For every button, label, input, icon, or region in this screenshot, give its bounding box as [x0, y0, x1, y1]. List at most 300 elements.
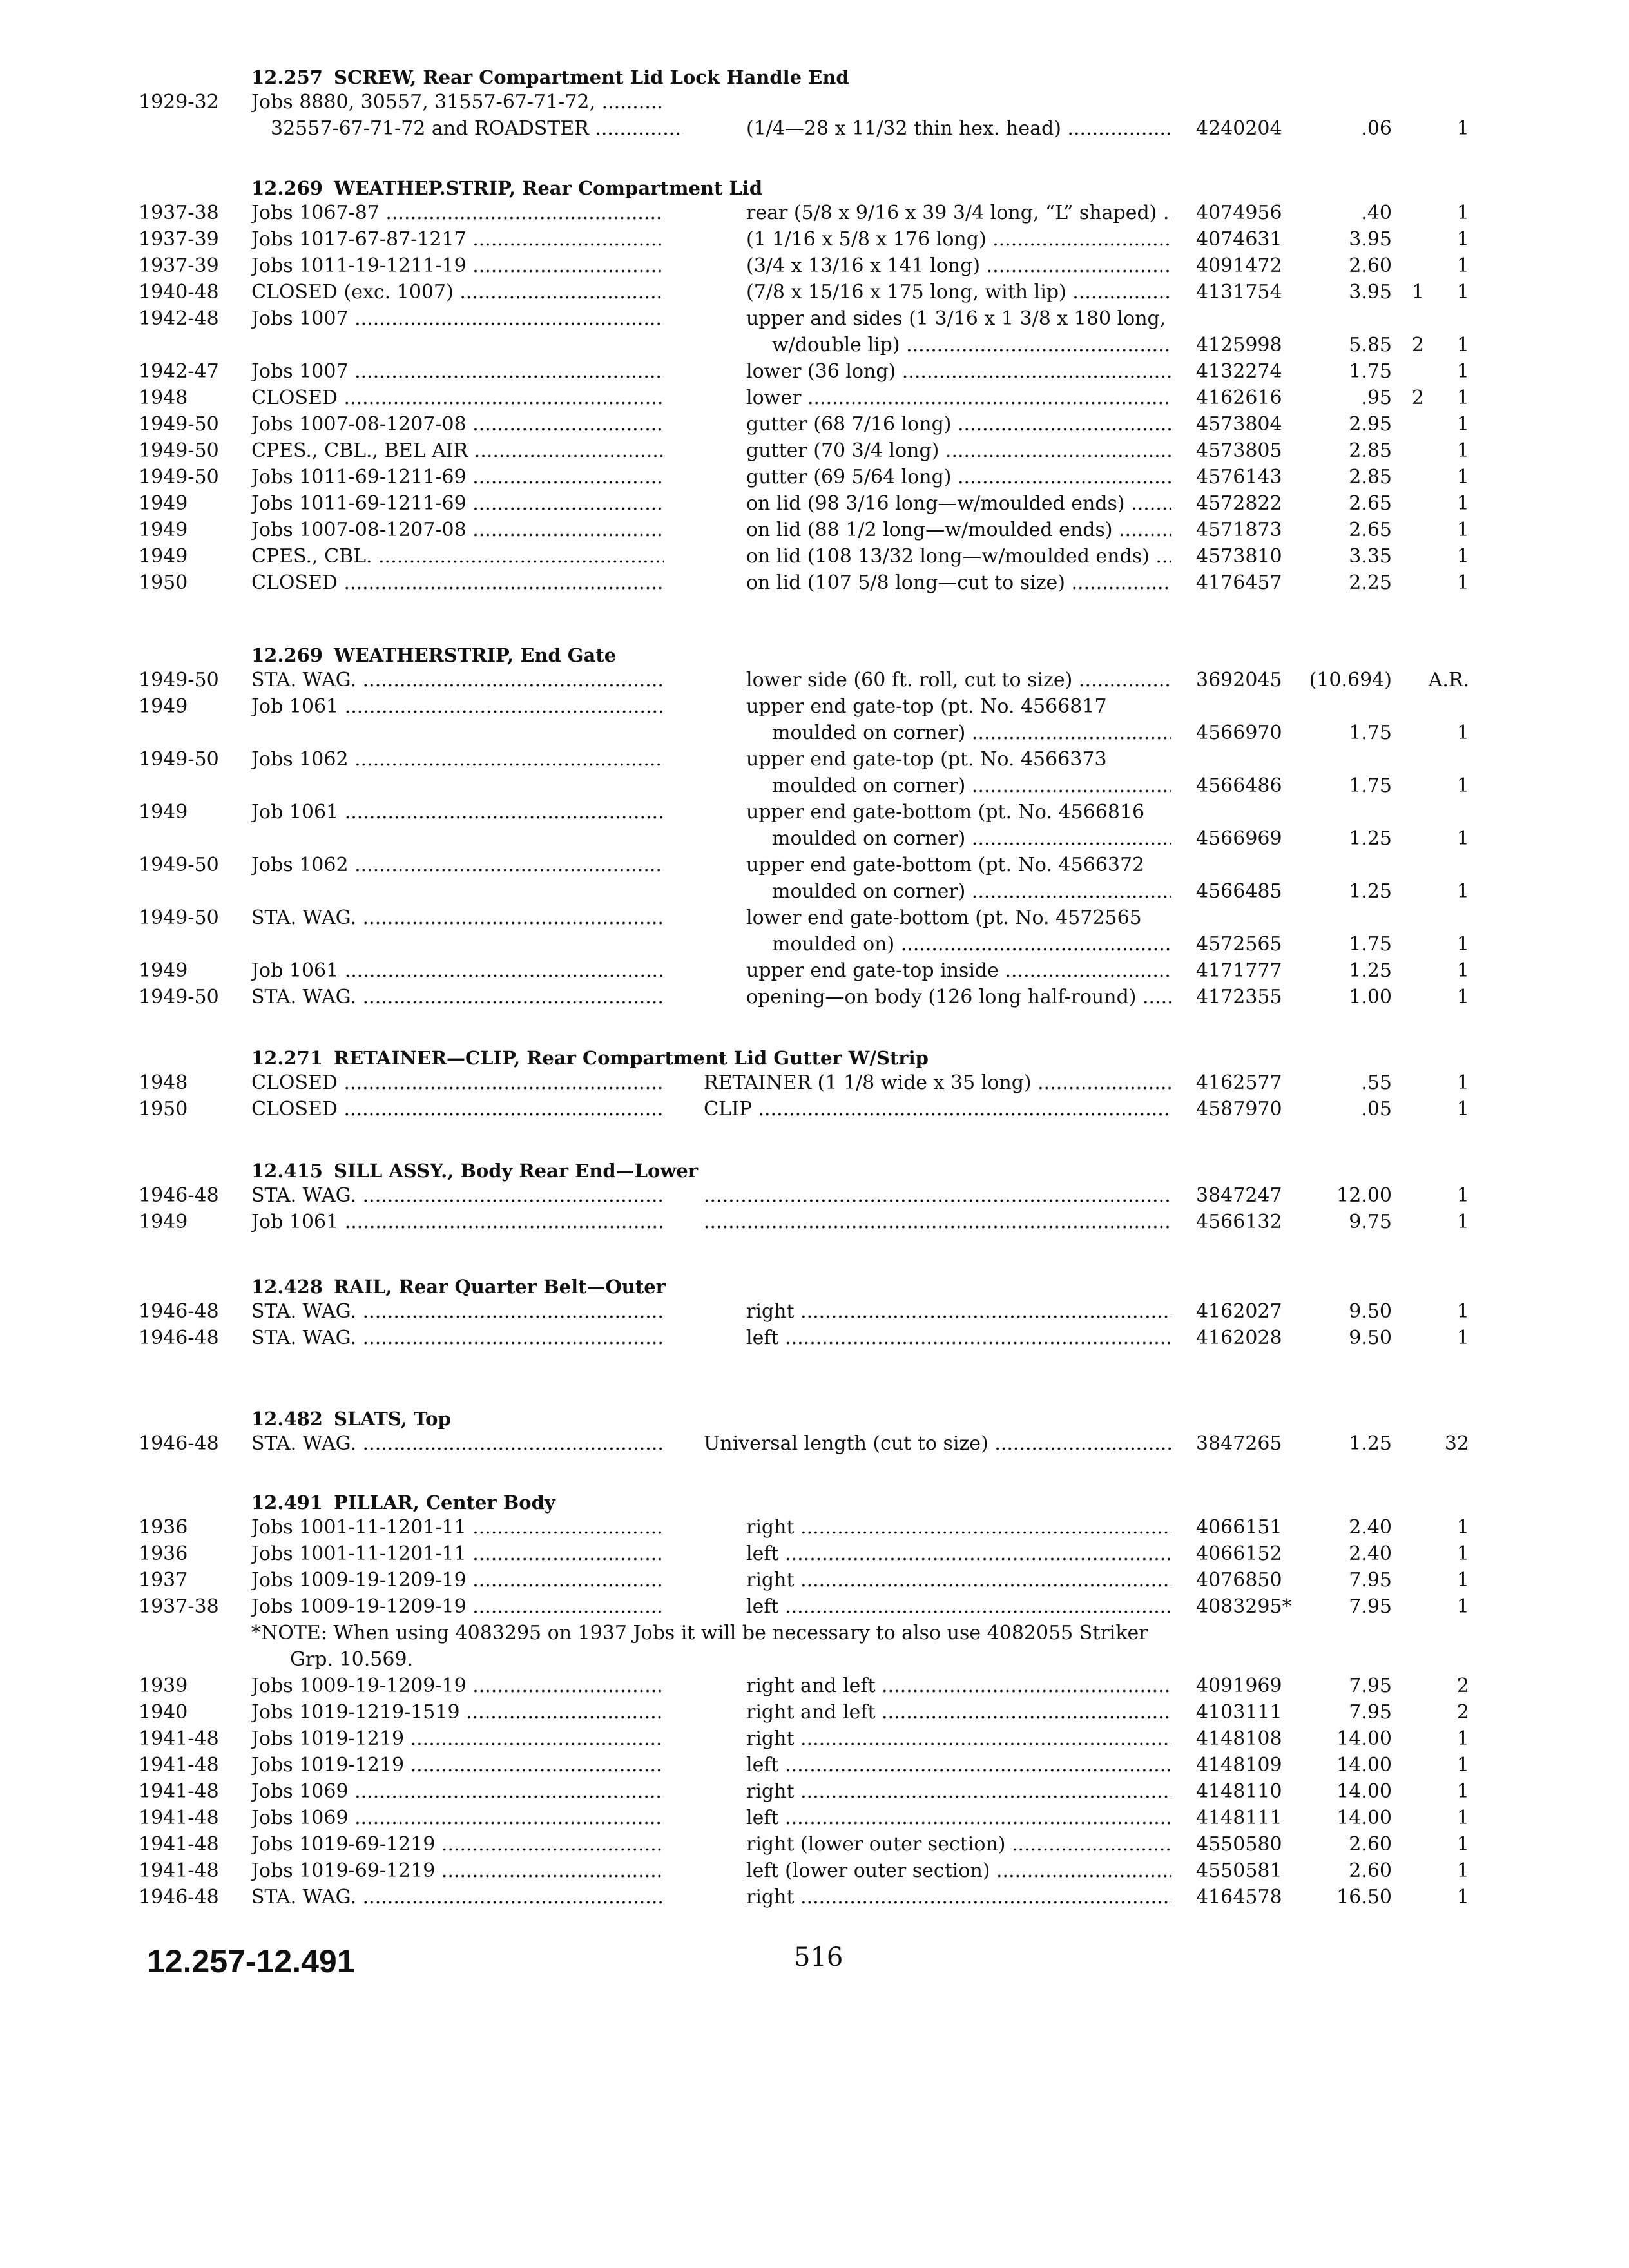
model-cell: STA. WAG. .....: [251, 1430, 664, 1457]
quantity-cell: 1: [1456, 1184, 1469, 1207]
year-cell: 1949-50: [139, 413, 219, 436]
section-number: 12.491: [251, 1492, 323, 1514]
price-cell: 1.25: [1349, 1432, 1392, 1455]
model-cell: CPES., CBL., BEL AIR .....: [251, 437, 664, 464]
section-header: [251, 174, 762, 202]
model-cell: Jobs 8880, 30557, 31557-67-71-72, .....: [251, 89, 664, 115]
part-number-cell: 4573804: [1196, 413, 1282, 436]
year-cell: 1937: [139, 1569, 188, 1591]
price-cell: 14.00: [1336, 1727, 1392, 1750]
description-cell: left (lower outer section) .....: [746, 1858, 1171, 1884]
part-number-cell: 4074956: [1196, 202, 1282, 224]
quantity-cell: 1: [1456, 1300, 1469, 1323]
description-cell: gutter (68 7/16 long) .....: [746, 411, 1171, 437]
price-cell: 1.75: [1349, 360, 1392, 383]
part-number-cell: 4162028: [1196, 1327, 1282, 1349]
price-cell: .06: [1361, 117, 1392, 140]
table-row: [0, 1430, 1629, 1457]
table-row: [0, 667, 1629, 693]
part-number-cell: 4125998: [1196, 334, 1282, 356]
quantity-cell: 1: [1456, 1569, 1469, 1591]
table-row: [0, 1298, 1629, 1325]
year-cell: 1941-48: [139, 1754, 219, 1776]
table-row: [0, 1070, 1629, 1096]
model-cell: Jobs 1007 .....: [251, 358, 664, 385]
section-number: 12.271: [251, 1047, 323, 1069]
price-cell: 2.65: [1349, 519, 1392, 541]
quantity-cell: 1: [1456, 360, 1469, 383]
section-title: WEATHEP.STRIP, Rear Compartment Lid: [334, 177, 763, 199]
quantity-cell: 2: [1456, 1701, 1469, 1724]
table-row: [0, 984, 1629, 1010]
quantity-cell: 1: [1456, 1780, 1469, 1803]
section-number: 12.482: [251, 1408, 323, 1430]
price-cell: 1.75: [1349, 774, 1392, 797]
model-cell: Jobs 1019-1219 .....: [251, 1725, 664, 1752]
description-cell: (1 1/16 x 5/8 x 176 long) .....: [746, 226, 1171, 253]
year-cell: 1949-50: [139, 986, 219, 1008]
quantity-cell: 1: [1456, 117, 1469, 140]
part-number-cell: 4162577: [1196, 1072, 1282, 1094]
description-cell: opening—on body (126 long half-round) .....: [746, 984, 1171, 1010]
table-row: [0, 570, 1629, 596]
year-cell: 1946-48: [139, 1300, 219, 1323]
quantity-cell: 1: [1456, 281, 1469, 303]
part-number-cell: 4576143: [1196, 466, 1282, 488]
description-cell: moulded on corner) .....: [772, 825, 1171, 852]
table-row: [0, 1567, 1629, 1593]
description-cell: left .....: [746, 1805, 1171, 1831]
year-cell: 1949: [139, 545, 188, 568]
price-cell: .55: [1361, 1072, 1392, 1094]
price-cell: 7.95: [1349, 1701, 1392, 1724]
table-row: [0, 905, 1629, 931]
year-cell: 1941-48: [139, 1807, 219, 1829]
model-cell: Jobs 1011-69-1211-69 .....: [251, 490, 664, 517]
table-row: [0, 1646, 1629, 1673]
table-row: [0, 825, 1629, 852]
table-row: [0, 332, 1629, 358]
model-cell: STA. WAG. .....: [251, 984, 664, 1010]
table-row: [0, 279, 1629, 305]
price-cell: 3.35: [1349, 545, 1392, 568]
year-cell: 1946-48: [139, 1886, 219, 1908]
year-cell: 1949-50: [139, 669, 219, 691]
model-cell: Job 1061 .....: [251, 957, 664, 984]
table-row: [0, 1858, 1629, 1884]
model-cell: Jobs 1011-19-1211-19 .....: [251, 253, 664, 279]
year-cell: 1936: [139, 1542, 188, 1565]
table-row: [0, 411, 1629, 437]
price-cell: .95: [1361, 387, 1392, 409]
year-cell: 1941-48: [139, 1833, 219, 1856]
model-cell: Jobs 1019-1219 .....: [251, 1752, 664, 1778]
model-cell: Job 1061 .....: [251, 693, 664, 720]
description-cell: right .....: [746, 1514, 1171, 1541]
description-cell: right .....: [746, 1567, 1171, 1593]
year-cell: 1941-48: [139, 1727, 219, 1750]
part-number-cell: 4573805: [1196, 439, 1282, 462]
year-cell: 1940-48: [139, 281, 219, 303]
quantity-cell: 1: [1456, 722, 1469, 744]
part-number-cell: 4162027: [1196, 1300, 1282, 1323]
price-cell: 9.50: [1349, 1327, 1392, 1349]
section-header: [251, 1044, 929, 1072]
table-row: [0, 1096, 1629, 1122]
model-cell: STA. WAG. .....: [251, 1182, 664, 1209]
description-cell: left .....: [746, 1593, 1171, 1620]
year-cell: 1937-38: [139, 1595, 219, 1618]
price-cell: 2.65: [1349, 492, 1392, 515]
part-number-cell: 4572565: [1196, 933, 1282, 956]
table-row: [0, 1514, 1629, 1541]
quantity-cell: 1: [1456, 1833, 1469, 1856]
section-title: PILLAR, Center Body: [334, 1492, 555, 1514]
model-cell: STA. WAG. .....: [251, 1298, 664, 1325]
price-cell: 1.75: [1349, 933, 1392, 956]
price-cell: 1.25: [1349, 880, 1392, 903]
quantity-cell: 1: [1456, 387, 1469, 409]
table-row: [0, 358, 1629, 385]
section-number: 12.428: [251, 1276, 323, 1298]
description-cell: on lid (107 5/8 long—cut to size) .....: [746, 570, 1171, 596]
part-number-cell: 4172355: [1196, 986, 1282, 1008]
quantity-cell: 1: [1456, 466, 1469, 488]
year-cell: 1949-50: [139, 466, 219, 488]
year-cell: 1948: [139, 1072, 188, 1094]
model-cell: STA. WAG. .....: [251, 667, 664, 693]
table-row: [0, 1325, 1629, 1351]
model-cell: STA. WAG. .....: [251, 1884, 664, 1910]
model-cell: CLOSED .....: [251, 1070, 664, 1096]
description-cell: left .....: [746, 1752, 1171, 1778]
price-cell: 1.25: [1349, 827, 1392, 850]
model-cell: CPES., CBL. .....: [251, 543, 664, 570]
quantity-cell: 1: [1456, 1072, 1469, 1094]
table-row: [0, 305, 1629, 332]
table-row: [0, 1673, 1629, 1699]
year-cell: 1940: [139, 1701, 188, 1724]
year-cell: 1949-50: [139, 748, 219, 771]
price-cell: 2.40: [1349, 1516, 1392, 1539]
group-cell: 1: [1411, 281, 1424, 303]
section-title: SLATS, Top: [334, 1408, 451, 1430]
part-number-cell: 4566970: [1196, 722, 1282, 744]
footnote-text: *NOTE: When using 4083295 on 1937 Jobs it will be necessary to also use 4082055 Striker: [251, 1622, 1148, 1644]
model-cell: Jobs 1009-19-1209-19 .....: [251, 1567, 664, 1593]
section-header: [251, 1273, 666, 1301]
price-cell: 7.95: [1349, 1595, 1392, 1618]
price-cell: 2.60: [1349, 255, 1392, 277]
description-cell: right (lower outer section) .....: [746, 1831, 1171, 1858]
quantity-cell: 1: [1456, 413, 1469, 436]
model-cell: STA. WAG. .....: [251, 905, 664, 931]
description-cell: lower side (60 ft. roll, cut to size) .....: [746, 667, 1171, 693]
model-cell: Jobs 1011-69-1211-69 .....: [251, 464, 664, 490]
part-number-cell: 4066151: [1196, 1516, 1282, 1539]
part-number-cell: 4148110: [1196, 1780, 1282, 1803]
description-cell: (7/8 x 15/16 x 175 long, with lip) .....: [746, 279, 1171, 305]
section-title: WEATHERSTRIP, End Gate: [334, 644, 617, 666]
quantity-cell: 1: [1456, 439, 1469, 462]
price-cell: 9.50: [1349, 1300, 1392, 1323]
section-number: 12.269: [251, 177, 323, 199]
description-cell: [704, 1182, 1171, 1209]
model-cell: Jobs 1019-1219-1519 .....: [251, 1699, 664, 1725]
description-cell: lower .....: [746, 385, 1171, 411]
part-number-cell: 4091969: [1196, 1675, 1282, 1697]
section-header: [251, 1405, 451, 1433]
price-cell: 12.00: [1336, 1184, 1392, 1207]
year-cell: 1939: [139, 1675, 188, 1697]
table-row: [0, 720, 1629, 746]
price-cell: 2.60: [1349, 1860, 1392, 1882]
part-number-cell: 4091472: [1196, 255, 1282, 277]
quantity-cell: 32: [1444, 1432, 1469, 1455]
year-cell: 1949: [139, 695, 188, 718]
quantity-cell: 1: [1456, 1595, 1469, 1618]
table-row: [0, 543, 1629, 570]
year-cell: 1948: [139, 387, 188, 409]
quantity-cell: 1: [1456, 1098, 1469, 1120]
table-row: [0, 226, 1629, 253]
description-cell: upper end gate-top inside .....: [746, 957, 1171, 984]
price-cell: 2.60: [1349, 1833, 1392, 1856]
section-header: [251, 1488, 555, 1517]
part-number-cell: 4066152: [1196, 1542, 1282, 1565]
quantity-cell: 1: [1456, 492, 1469, 515]
table-row: [0, 1620, 1629, 1646]
description-cell: lower end gate-bottom (pt. No. 4572565: [746, 907, 1142, 929]
year-cell: 1942-48: [139, 307, 219, 330]
part-number-cell: 4572822: [1196, 492, 1282, 515]
table-row: [0, 200, 1629, 226]
part-number-cell: 4148109: [1196, 1754, 1282, 1776]
model-cell: Jobs 1007-08-1207-08 .....: [251, 411, 664, 437]
model-cell: Jobs 1067-87 .....: [251, 200, 664, 226]
description-cell: (3/4 x 13/16 x 141 long) .....: [746, 253, 1171, 279]
table-row: [0, 1884, 1629, 1910]
table-row: [0, 799, 1629, 825]
model-cell: Jobs 1069 .....: [251, 1778, 664, 1805]
model-cell: Jobs 1062 .....: [251, 746, 664, 773]
section-title: RAIL, Rear Quarter Belt—Outer: [334, 1276, 666, 1298]
price-cell: 14.00: [1336, 1754, 1392, 1776]
quantity-cell: 1: [1456, 255, 1469, 277]
price-cell: 2.85: [1349, 439, 1392, 462]
table-row: [0, 1752, 1629, 1778]
price-cell: .40: [1361, 202, 1392, 224]
table-row: [0, 1209, 1629, 1235]
section-number: 12.269: [251, 644, 323, 666]
table-row: [0, 89, 1629, 115]
model-cell: CLOSED .....: [251, 570, 664, 596]
group-cell: 2: [1411, 334, 1424, 356]
part-number-cell: 4566969: [1196, 827, 1282, 850]
part-number-cell: 3847247: [1196, 1184, 1282, 1207]
year-cell: 1949: [139, 492, 188, 515]
quantity-cell: 1: [1456, 827, 1469, 850]
year-cell: 1949-50: [139, 439, 219, 462]
description-cell: on lid (108 13/32 long—w/moulded ends) .....: [746, 543, 1171, 570]
description-cell: RETAINER (1 1/8 wide x 35 long) .....: [704, 1070, 1171, 1096]
description-cell: moulded on corner) .....: [772, 878, 1171, 905]
quantity-cell: 1: [1456, 1886, 1469, 1908]
table-row: [0, 1541, 1629, 1567]
part-number-cell: 4240204: [1196, 117, 1282, 140]
description-cell: left .....: [746, 1325, 1171, 1351]
quantity-cell: 1: [1456, 933, 1469, 956]
price-cell: 7.95: [1349, 1675, 1392, 1697]
table-row: [0, 852, 1629, 878]
year-cell: 1942-47: [139, 360, 219, 383]
part-number-cell: 4566132: [1196, 1211, 1282, 1233]
description-cell: right .....: [746, 1884, 1171, 1910]
description-cell: CLIP .....: [704, 1096, 1171, 1122]
page-number: 516: [794, 1943, 843, 1972]
price-cell: 9.75: [1349, 1211, 1392, 1233]
section-header: [251, 63, 849, 91]
quantity-cell: 1: [1456, 986, 1469, 1008]
part-number-cell: 4550581: [1196, 1860, 1282, 1882]
quantity-cell: 1: [1456, 880, 1469, 903]
section-header: [251, 641, 616, 669]
table-row: [0, 693, 1629, 720]
price-cell: (10.694): [1309, 669, 1392, 691]
table-row: [0, 746, 1629, 773]
year-cell: 1937-38: [139, 202, 219, 224]
year-cell: 1941-48: [139, 1860, 219, 1882]
year-cell: 1949: [139, 519, 188, 541]
year-cell: 1937-39: [139, 228, 219, 251]
price-cell: 1.00: [1349, 986, 1392, 1008]
description-cell: moulded on corner) .....: [772, 773, 1171, 799]
model-cell: STA. WAG. .....: [251, 1325, 664, 1351]
quantity-cell: 1: [1456, 1542, 1469, 1565]
part-number-cell: 4076850: [1196, 1569, 1282, 1591]
year-cell: 1941-48: [139, 1780, 219, 1803]
part-number-cell: 4176457: [1196, 572, 1282, 594]
price-cell: .05: [1361, 1098, 1392, 1120]
model-cell: 32557-67-71-72 and ROADSTER .....: [271, 115, 683, 142]
model-cell: Jobs 1019-69-1219 .....: [251, 1858, 664, 1884]
price-cell: 14.00: [1336, 1807, 1392, 1829]
part-number-cell: 4171777: [1196, 959, 1282, 982]
description-cell: moulded on corner) .....: [772, 720, 1171, 746]
model-cell: Jobs 1001-11-1201-11 .....: [251, 1541, 664, 1567]
description-cell: upper end gate-top (pt. No. 4566373: [746, 748, 1107, 771]
section-number: 12.415: [251, 1160, 323, 1182]
description-cell: right and left .....: [746, 1699, 1171, 1725]
model-cell: Jobs 1069 .....: [251, 1805, 664, 1831]
model-cell: Job 1061 .....: [251, 799, 664, 825]
quantity-cell: 1: [1456, 228, 1469, 251]
description-cell: upper end gate-bottom (pt. No. 4566816: [746, 801, 1145, 823]
part-number-cell: 4573810: [1196, 545, 1282, 568]
price-cell: 16.50: [1336, 1886, 1392, 1908]
quantity-cell: 1: [1456, 1860, 1469, 1882]
table-row: [0, 490, 1629, 517]
description-cell: lower (36 long) .....: [746, 358, 1171, 385]
quantity-cell: 1: [1456, 519, 1469, 541]
description-cell: w/double lip) .....: [772, 332, 1171, 358]
year-cell: 1949-50: [139, 907, 219, 929]
quantity-cell: 1: [1456, 1807, 1469, 1829]
price-cell: 1.25: [1349, 959, 1392, 982]
description-cell: gutter (69 5/64 long) .....: [746, 464, 1171, 490]
model-cell: Jobs 1019-69-1219 .....: [251, 1831, 664, 1858]
year-cell: 1937-39: [139, 255, 219, 277]
model-cell: Job 1061 .....: [251, 1209, 664, 1235]
description-cell: [704, 1209, 1171, 1235]
description-cell: left .....: [746, 1541, 1171, 1567]
description-cell: right .....: [746, 1725, 1171, 1752]
table-row: [0, 1182, 1629, 1209]
model-cell: Jobs 1062 .....: [251, 852, 664, 878]
description-cell: rear (5/8 x 9/16 x 39 3/4 long, “L” shaped) .....: [746, 200, 1171, 226]
quantity-cell: 1: [1456, 1327, 1469, 1349]
table-row: [0, 773, 1629, 799]
description-cell: on lid (98 3/16 long—w/moulded ends) .....: [746, 490, 1171, 517]
price-cell: 2.85: [1349, 466, 1392, 488]
quantity-cell: 1: [1456, 1754, 1469, 1776]
part-number-cell: 4148108: [1196, 1727, 1282, 1750]
table-row: [0, 1725, 1629, 1752]
quantity-cell: 1: [1456, 334, 1469, 356]
table-row: [0, 385, 1629, 411]
year-cell: 1950: [139, 1098, 188, 1120]
quantity-cell: 1: [1456, 572, 1469, 594]
section-number: 12.257: [251, 66, 323, 88]
price-cell: 3.95: [1349, 228, 1392, 251]
quantity-cell: 1: [1456, 1211, 1469, 1233]
description-cell: right .....: [746, 1298, 1171, 1325]
price-cell: 5.85: [1349, 334, 1392, 356]
year-cell: 1949: [139, 959, 188, 982]
table-row: [0, 1805, 1629, 1831]
price-cell: 2.95: [1349, 413, 1392, 436]
year-cell: 1929-32: [139, 91, 219, 113]
quantity-cell: 1: [1456, 545, 1469, 568]
price-cell: 7.95: [1349, 1569, 1392, 1591]
part-number-cell: 4587970: [1196, 1098, 1282, 1120]
part-number-cell: 4571873: [1196, 519, 1282, 541]
table-row: [0, 957, 1629, 984]
table-row: [0, 437, 1629, 464]
quantity-cell: 1: [1456, 774, 1469, 797]
section-title: RETAINER—CLIP, Rear Compartment Lid Gutter W/Strip: [334, 1047, 929, 1069]
table-row: [0, 517, 1629, 543]
year-cell: 1946-48: [139, 1184, 219, 1207]
model-cell: Jobs 1017-67-87-1217 .....: [251, 226, 664, 253]
description-cell: gutter (70 3/4 long) .....: [746, 437, 1171, 464]
table-row: [0, 253, 1629, 279]
part-number-cell: 4074631: [1196, 228, 1282, 251]
table-row: [0, 1593, 1629, 1620]
table-row: [0, 878, 1629, 905]
year-cell: 1949: [139, 801, 188, 823]
description-cell: upper end gate-top (pt. No. 4566817: [746, 695, 1107, 718]
part-number-cell: 4083295*: [1196, 1595, 1292, 1618]
table-row: [0, 931, 1629, 957]
quantity-cell: 1: [1456, 1727, 1469, 1750]
price-cell: 1.75: [1349, 722, 1392, 744]
quantity-cell: 1: [1456, 202, 1469, 224]
model-cell: Jobs 1007-08-1207-08 .....: [251, 517, 664, 543]
year-cell: 1946-48: [139, 1327, 219, 1349]
year-cell: 1936: [139, 1516, 188, 1539]
price-cell: 2.25: [1349, 572, 1392, 594]
